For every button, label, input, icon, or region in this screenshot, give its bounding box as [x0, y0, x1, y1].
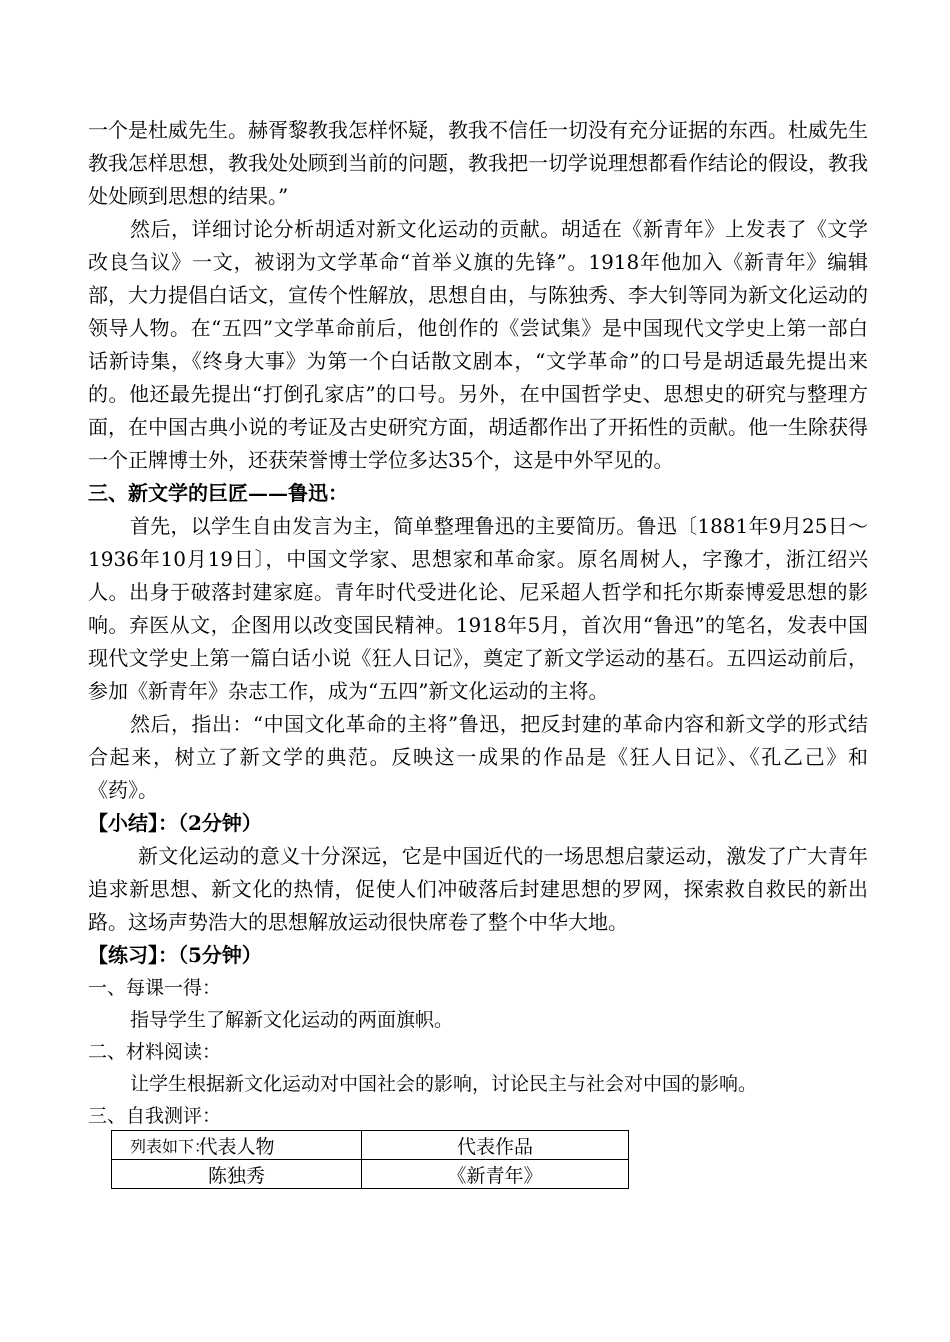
table-cell: 陈独秀 [112, 1160, 362, 1189]
table-header-cell: 代表作品 [362, 1131, 629, 1160]
table-header-row [112, 1131, 629, 1160]
practice-item-2: 二、材料阅读： [88, 1041, 222, 1063]
paragraph-quote-end: 一个是杜威先生。赫胥黎教我怎样怀疑，教我不信任一切没有充分证据的东西。杜威先生教我怎样思想，教我处处顾到当前的问题，教我把一切学说理想都看作结论的假设，教我处处顾到思想的结果。” [88, 118, 868, 208]
paragraph-hushi-contribution: 然后，详细讨论分析胡适对新文化运动的贡献。胡适在《新青年》上发表了《文学改良刍议》一文，被诩为文学革命“首举义旗的先锋”。1918年他加入《新青年》编辑部，大力提倡白话文，宣传个性解放，思想自由，与陈独秀、李大钊等同为新文化运动的领导人物。在“五四”文学革命前后，他创作的《尝试集》是中国现代文学史上第一部白话新诗集，《终身大事》为第一个白话散文剧本，“文学革命”的口号是胡适最先提出来的。他还最先提出“打倒孔家店”的口号。另外，在中国哲学史、思想史的研究与整理方面，在中国古典小说的考证及古史研究方面，胡适都作出了开拓性的贡献。他一生除获得一个正牌博士外，还获荣誉博士学位多达35个，这是中外罕见的。 [88, 217, 868, 472]
section-heading-luxun: 三、新文学的巨匠——鲁迅： [88, 481, 348, 505]
practice-item-1-body: 指导学生了解新文化运动的两面旗帜。 [130, 1009, 454, 1031]
table-cell: 《新青年》 [362, 1160, 629, 1189]
summary-heading: 【小结】：（2分钟） [88, 811, 262, 835]
paragraph-luxun-bio: 首先，以学生自由发言为主，简单整理鲁迅的主要简历。鲁迅〔1881年9月25日～1936年10月19日〕，中国文学家、思想家和革命家。原名周树人，字豫才，浙江绍兴人。出身于破落封建家庭。青年时代受进化论、尼采超人哲学和托尔斯泰博爱思想的影响。弃医从文，企图用以改变国民精神。1918年5月，首次用“鲁迅”的笔名，发表中国现代文学史上第一篇白话小说《狂人日记》，奠定了新文学运动的基石。五四运动前后，参加《新青年》杂志工作，成为“五四”新文化运动的主将。 [88, 514, 868, 703]
practice-heading: 【练习】：（5分钟） [88, 943, 262, 967]
representative-table [111, 1130, 629, 1189]
table-intro-note: 列表如下： [130, 1137, 211, 1156]
table-row [112, 1160, 629, 1189]
table-header-cell: 代表人物 [112, 1131, 362, 1160]
paragraph-summary: 新文化运动的意义十分深远，它是中国近代的一场思想启蒙运动，激发了广大青年追求新思想、新文化的热情，促使人们冲破落后封建思想的罗网，探索救自救民的新出路。这场声势浩大的思想解放运动很快席卷了整个中华大地。 [88, 844, 868, 934]
paragraph-luxun-works: 然后，指出：“中国文化革命的主将”鲁迅，把反封建的革命内容和新文学的形式结合起来，树立了新文学的典范。反映这一成果的作品是《狂人日记》、《孔乙己》和《药》。 [88, 712, 868, 802]
practice-item-3: 三、自我测评： [88, 1105, 222, 1127]
document-body [88, 114, 868, 1162]
practice-item-1: 一、每课一得： [88, 977, 222, 999]
practice-item-2-body: 让学生根据新文化运动对中国社会的影响，讨论民主与社会对中国的影响。 [130, 1073, 758, 1095]
